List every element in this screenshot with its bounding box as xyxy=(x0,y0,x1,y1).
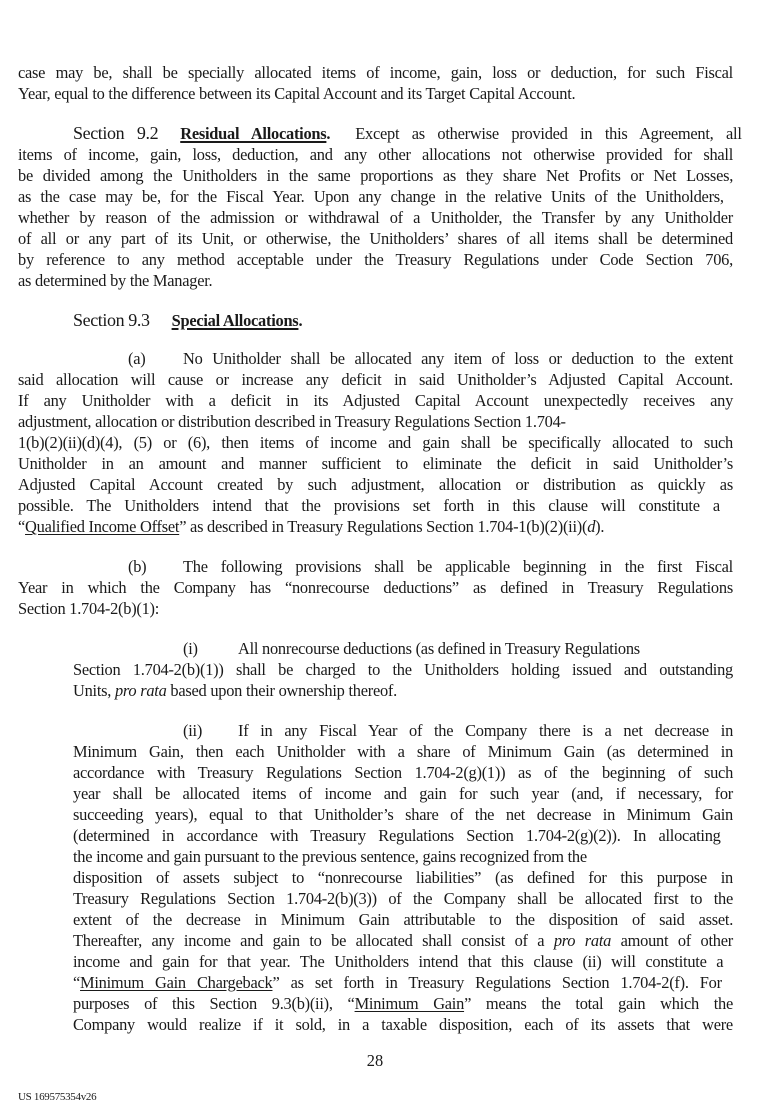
text-run: d xyxy=(587,517,596,536)
text-line: Unitholder in an amount and manner sufficient to eliminate the deficit in said Unitholder’s xyxy=(18,454,733,473)
clause-b-ii xyxy=(73,720,733,1035)
text-line: possible. The Unitholders intend that the provisions set forth in this clause will constitute a xyxy=(18,496,720,515)
page-number: 28 xyxy=(366,1051,384,1070)
clause-label: (a) xyxy=(128,349,146,368)
text-run: All nonrecourse deductions (as defined in Treasury Regulations xyxy=(238,639,640,658)
text-line: be divided among the Unitholders in the same proportions as they share Net Profits or Net Losses, xyxy=(18,166,734,185)
text-run: No Unitholder shall be allocated any item of loss or deduction to the extent xyxy=(183,349,734,368)
defined-term: Qualified Income Offset xyxy=(25,517,180,536)
clause-a-last-line xyxy=(18,516,733,537)
text-line: accordance with Treasury Regulations Section 1.704-2(g)(1)) as of the beginning of such xyxy=(73,763,734,782)
clause-b-first-line xyxy=(18,556,733,577)
text-line: Company would realize if it sold, in a taxable disposition, each of its assets that were xyxy=(73,1015,733,1034)
text-run: Except as otherwise provided in this Agreement, all xyxy=(355,124,742,143)
text-run: Thereafter, any income and gain to be allocated shall consist of a xyxy=(73,931,554,950)
text-run: based upon their ownership thereof. xyxy=(166,681,397,700)
clause-a xyxy=(18,348,733,537)
text-run: ” as described in Treasury Regulations Section 1.704-1(b)(2)(ii)( xyxy=(179,517,588,536)
clause-label: (i) xyxy=(183,639,198,658)
text-line: as the case may be, for the Fiscal Year. Upon any change in the relative Units of the Unitholders, xyxy=(18,187,724,206)
text-run: “ xyxy=(73,973,81,992)
text-line: Year in which the Company has “nonrecourse deductions” as defined in Treasury Regulations xyxy=(18,578,733,597)
text-line xyxy=(73,930,733,951)
text-line: (determined in accordance with Treasury Regulations Section 1.704-2(g)(2)). In allocating xyxy=(73,826,721,845)
text-run: “ xyxy=(18,517,26,536)
clause-b-ii-first-line xyxy=(73,720,733,741)
text-line: Section 1.704-2(b)(1): xyxy=(18,599,160,618)
text-line: by reference to any method acceptable under the Treasury Regulations under Code Section 706, xyxy=(18,250,733,269)
text-line: Treasury Regulations Section 1.704-2(b)(3)) of the Company shall be allocated first to the xyxy=(73,889,733,908)
text-line: of all or any part of its Unit, or otherwise, the Unitholders’ shares of all items shall be determined xyxy=(18,229,733,248)
intro-paragraph xyxy=(18,62,733,104)
document-id: US 169575354v26 xyxy=(18,1091,97,1103)
text-line xyxy=(73,680,733,701)
text-line: Section 1.704-2(b)(1)) shall be charged to the Unitholders holding issued and outstanding xyxy=(73,660,733,679)
text-run: pro rata xyxy=(114,681,167,700)
text-line: income and gain for that year. The Unitholders intend that this clause (ii) will constitute a xyxy=(73,952,724,971)
text-run: The following provisions shall be applicable beginning in the first Fiscal xyxy=(183,557,733,576)
text-run: amount of other xyxy=(611,931,733,950)
text-line: as determined by the Manager. xyxy=(18,271,213,290)
section-9-2 xyxy=(18,123,742,291)
section-9-3-heading-line xyxy=(18,310,733,331)
clause-b-i-first-line xyxy=(73,638,733,659)
text-line: extent of the decrease in Minimum Gain attributable to the disposition of said asset. xyxy=(73,910,734,929)
text-line: case may be, shall be specially allocated items of income, gain, loss or deduction, for such Fiscal xyxy=(18,63,733,82)
text-run: purposes of this Section 9.3(b)(ii), “ xyxy=(73,994,355,1013)
section-9-3 xyxy=(18,310,733,331)
section-heading: Special Allocations xyxy=(171,311,299,330)
defined-term: Minimum Gain Chargeback xyxy=(80,973,273,992)
text-line: said allocation will cause or increase any deficit in said Unitholder’s Adjusted Capital Account. xyxy=(18,370,733,389)
section-label: Section 9.2 xyxy=(73,123,159,143)
defined-term: Minimum Gain xyxy=(354,994,465,1013)
text-line: the income and gain pursuant to the previous sentence, gains recognized from the xyxy=(73,847,587,866)
text-line xyxy=(73,972,733,993)
heading-punct: . xyxy=(326,124,331,143)
text-line: adjustment, allocation or distribution described in Treasury Regulations Section 1.704- xyxy=(18,412,566,431)
text-run: If in any Fiscal Year of the Company there is a net decrease in xyxy=(238,721,734,740)
section-label: Section 9.3 xyxy=(73,310,150,330)
clause-b xyxy=(18,556,733,619)
text-line: Year, equal to the difference between its Capital Account and its Target Capital Account. xyxy=(18,84,576,103)
text-line: Minimum Gain, then each Unitholder with a share of Minimum Gain (as determined in xyxy=(73,742,734,761)
text-run: Units, xyxy=(73,681,115,700)
section-heading: Residual Allocations xyxy=(180,124,327,143)
text-line: disposition of assets subject to “nonrecourse liabilities” (as defined for this purpose in xyxy=(73,868,733,887)
text-run: ” as set forth in Treasury Regulations Section 1.704-2(f). For xyxy=(272,973,722,992)
text-run: pro rata xyxy=(553,931,612,950)
clause-label: (b) xyxy=(128,557,147,576)
section-9-2-first-line xyxy=(18,123,742,144)
text-line: If any Unitholder with a deficit in its Adjusted Capital Account unexpectedly receives any xyxy=(18,391,734,410)
clause-b-i xyxy=(73,638,733,701)
text-line: year shall be allocated items of income and gain for such year (and, if necessary, for xyxy=(73,784,733,803)
text-line: 1(b)(2)(ii)(d)(4), (5) or (6), then items of income and gain shall be specifically allocated to such xyxy=(18,433,733,452)
clause-label: (ii) xyxy=(183,721,203,740)
heading-punct: . xyxy=(298,311,303,330)
text-line: Adjusted Capital Account created by such adjustment, allocation or distribution as quickly as xyxy=(18,475,733,494)
text-line: whether by reason of the admission or withdrawal of a Unitholder, the Transfer by any Unitholder xyxy=(18,208,733,227)
text-line: succeeding years), equal to that Unitholder’s share of the net decrease in Minimum Gain xyxy=(73,805,733,824)
text-run: ” means the total gain which the xyxy=(464,994,734,1013)
clause-a-first-line xyxy=(18,348,733,369)
text-run: ). xyxy=(595,517,605,536)
text-line xyxy=(73,993,733,1014)
text-line: items of income, gain, loss, deduction, and any other allocations not otherwise provided for shall xyxy=(18,145,734,164)
